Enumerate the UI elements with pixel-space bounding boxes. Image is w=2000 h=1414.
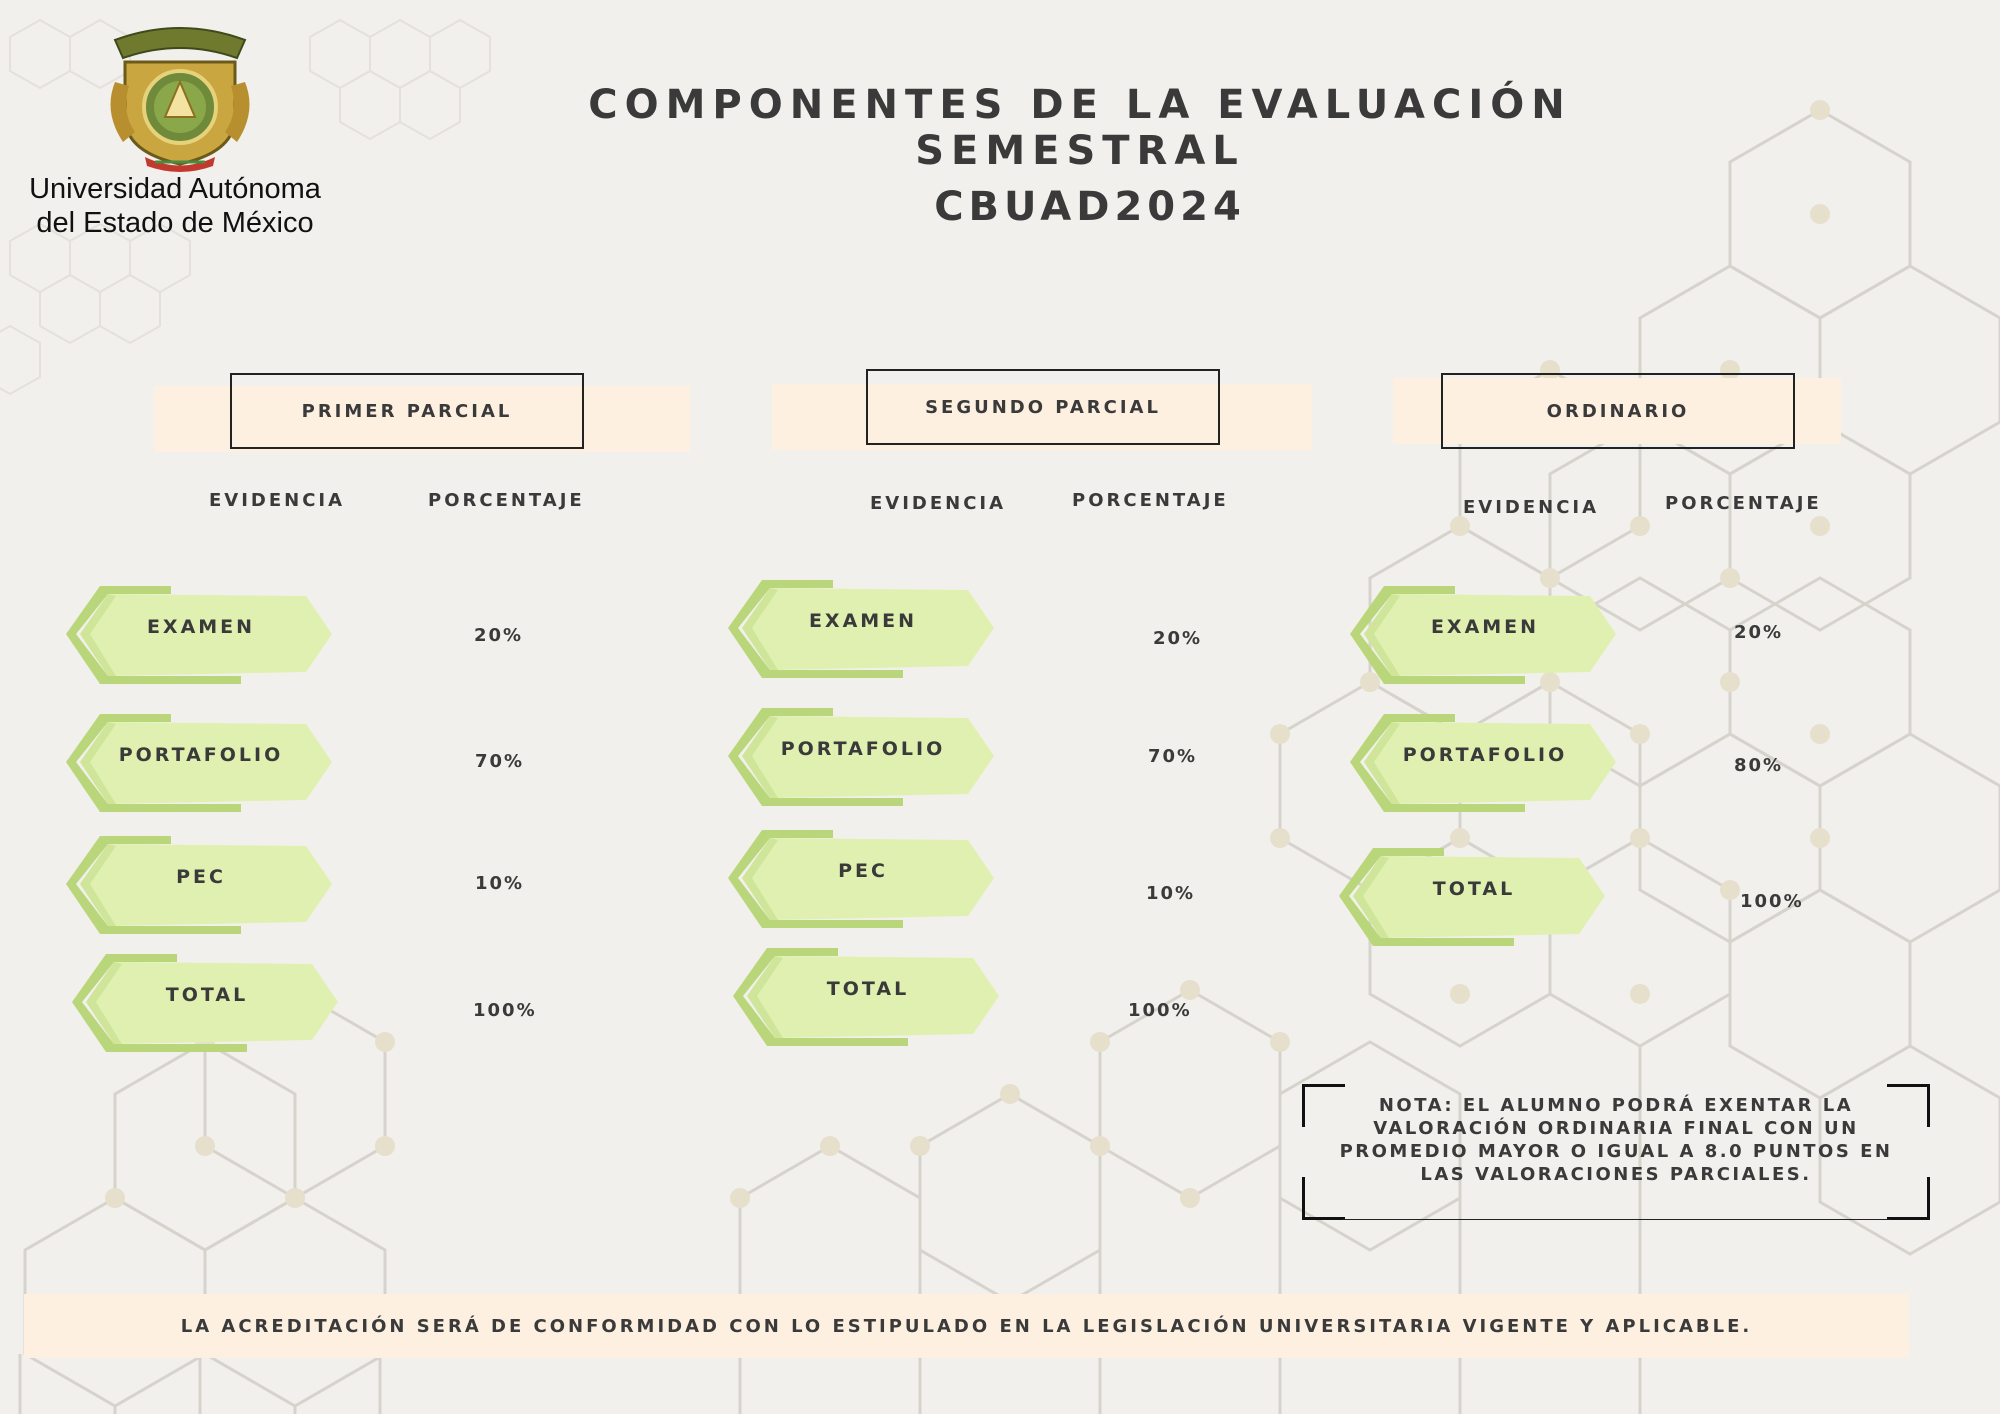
page-title: COMPONENTES DE LA EVALUACIÓN SEMESTRAL <box>588 82 1572 174</box>
col-head-evidence-1: EVIDENCIA <box>209 490 346 511</box>
percentage-value: 10% <box>475 873 525 894</box>
evidence-label: PEC <box>838 860 888 882</box>
evidence-tag <box>66 836 336 936</box>
percentage-value: 70% <box>1148 746 1198 767</box>
percentage-value: 80% <box>1734 755 1784 776</box>
evidence-tag <box>1350 714 1620 814</box>
percentage-value: 100% <box>473 1000 537 1021</box>
university-name-line1: Universidad Autónoma <box>29 173 321 205</box>
evidence-label: PORTAFOLIO <box>1402 744 1568 766</box>
section-title-ordinario: ORDINARIO <box>1441 373 1795 449</box>
evidence-label: PORTAFOLIO <box>780 738 946 760</box>
percentage-value: 70% <box>475 751 525 772</box>
percentage-value: 20% <box>474 625 524 646</box>
evidence-label: EXAMEN <box>1430 616 1540 638</box>
col-head-evidence-2: EVIDENCIA <box>870 493 1007 514</box>
evidence-label: PEC <box>176 866 226 888</box>
percentage-value: 100% <box>1740 891 1804 912</box>
percentage-value: 20% <box>1734 622 1784 643</box>
evidence-label: TOTAL <box>826 978 910 1000</box>
percentage-value: 100% <box>1128 1000 1192 1021</box>
evidence-tag <box>728 580 998 680</box>
evidence-tag <box>1339 848 1609 948</box>
section-title-primer-parcial: PRIMER PARCIAL <box>230 373 584 449</box>
col-head-percentage-1: PORCENTAJE <box>428 490 585 511</box>
evidence-tag <box>66 714 336 814</box>
percentage-value: 20% <box>1153 628 1203 649</box>
col-head-evidence-3: EVIDENCIA <box>1463 497 1600 518</box>
evidence-tag <box>733 948 1003 1048</box>
evidence-tag <box>1350 586 1620 686</box>
evidence-label: EXAMEN <box>146 616 256 638</box>
university-name-line2: del Estado de México <box>36 207 314 239</box>
col-head-percentage-2: PORCENTAJE <box>1072 490 1229 511</box>
evidence-tag <box>728 830 998 930</box>
note-bottom-rule <box>1342 1219 1890 1220</box>
percentage-value: 10% <box>1146 883 1196 904</box>
evidence-tag <box>72 954 342 1054</box>
evidence-label: EXAMEN <box>808 610 918 632</box>
footer-note: LA ACREDITACIÓN SERÁ DE CONFORMIDAD CON LO ESTIPULADO EN LA LEGISLACIÓN UNIVERSITARIA VIGENTE Y APLICABLE. <box>24 1294 1909 1358</box>
page-subtitle: CBUAD2024 <box>934 184 1246 230</box>
note-box <box>1302 1084 1930 1220</box>
evidence-label: TOTAL <box>1432 878 1516 900</box>
evidence-label: PORTAFOLIO <box>118 744 284 766</box>
col-head-percentage-3: PORCENTAJE <box>1665 493 1822 514</box>
note-text: NOTA: EL ALUMNO PODRÁ EXENTAR LA VALORACIÓN ORDINARIA FINAL CON UN PROMEDIO MAYOR O IGUAL A 8.0 PUNTOS EN LAS VALORACIONES PARCIALES. <box>1339 1095 1893 1185</box>
university-name <box>10 172 340 240</box>
section-title-segundo-parcial: SEGUNDO PARCIAL <box>866 369 1220 445</box>
evidence-tag <box>728 708 998 808</box>
evidence-label: TOTAL <box>165 984 249 1006</box>
university-seal-logo <box>95 22 265 172</box>
evidence-tag <box>66 586 336 686</box>
